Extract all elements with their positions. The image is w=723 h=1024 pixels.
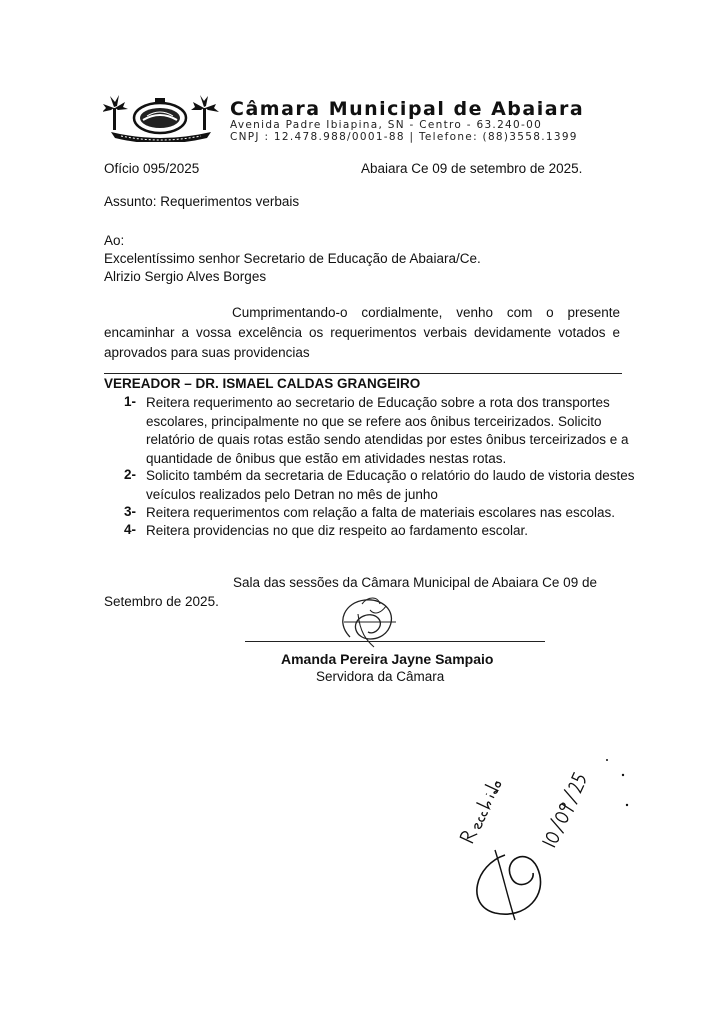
letterhead-address: Avenida Padre Ibiapina, SN - Centro - 63.240-00 bbox=[230, 119, 543, 131]
item-line: escolares, principalmente no que se refere aos ônibus terceirizados. Solicito bbox=[146, 413, 602, 429]
handwritten-receipt-note bbox=[455, 755, 635, 925]
signatory-name: Amanda Pereira Jayne Sampaio bbox=[281, 651, 494, 667]
list-item bbox=[146, 504, 622, 523]
handwritten-signature bbox=[330, 592, 410, 652]
item-line: relatório de quais rotas estão sendo atendidas por estes ônibus terceirizados e a bbox=[146, 432, 629, 447]
item-line: quantidade de ônibus que estão em atividades nestas rotas. bbox=[146, 450, 507, 466]
place-date: Abaiara Ce 09 de setembro de 2025. bbox=[361, 161, 583, 176]
closing-line-1: Sala das sessões da Câmara Municipal de Abaiara Ce 09 de bbox=[233, 575, 597, 590]
closing-line-2: Setembro de 2025. bbox=[104, 594, 219, 609]
list-item bbox=[146, 522, 622, 541]
item-line: Reitera providencias no que diz respeito ao fardamento escolar. bbox=[146, 523, 528, 538]
list-item bbox=[146, 467, 635, 504]
section-divider bbox=[104, 373, 622, 374]
item-line: Reitera requerimentos com relação a falta de materiais escolares nas escolas. bbox=[146, 505, 615, 520]
signatory-role: Servidora da Câmara bbox=[316, 669, 445, 684]
item-line: Reitera requerimento ao secretario de Educação sobre a rota dos transportes bbox=[146, 395, 610, 410]
item-number: 4- bbox=[124, 522, 137, 537]
councilor-heading: VEREADOR – DR. ISMAEL CALDAS GRANGEIRO bbox=[104, 376, 421, 391]
item-line: veículos realizados pelo Detran no mês de junho bbox=[146, 486, 438, 502]
office-number: Ofício 095/2025 bbox=[104, 161, 200, 176]
municipal-coat-of-arms-logo bbox=[103, 94, 219, 142]
letterhead-contact: CNPJ : 12.478.988/0001-88 | Telefone: (88)3558.1399 bbox=[230, 131, 578, 143]
item-number: 1- bbox=[124, 394, 137, 409]
recipient-title: Excelentíssimo senhor Secretario de Educação de Abaiara/Ce. bbox=[104, 251, 481, 266]
signature-line bbox=[245, 641, 545, 642]
letterhead-title: Câmara Municipal de Abaiara bbox=[230, 98, 585, 120]
intro-text: Cumprimentando-o cordialmente, venho com o presente encaminhar a vossa excelência os requerimentos verbais devidamente votados e aprovados para suas providencias bbox=[104, 305, 620, 360]
item-line: Solicito também da secretaria de Educação o relatório do laudo de vistoria destes bbox=[146, 468, 635, 483]
recipient-name: Alrizio Sergio Alves Borges bbox=[104, 269, 267, 284]
item-number: 3- bbox=[124, 504, 137, 519]
subject-line: Assunto: Requerimentos verbais bbox=[104, 194, 300, 209]
intro-paragraph bbox=[104, 303, 620, 363]
item-number: 2- bbox=[124, 467, 137, 482]
recipient-label: Ao: bbox=[104, 233, 125, 248]
list-item bbox=[146, 394, 629, 468]
